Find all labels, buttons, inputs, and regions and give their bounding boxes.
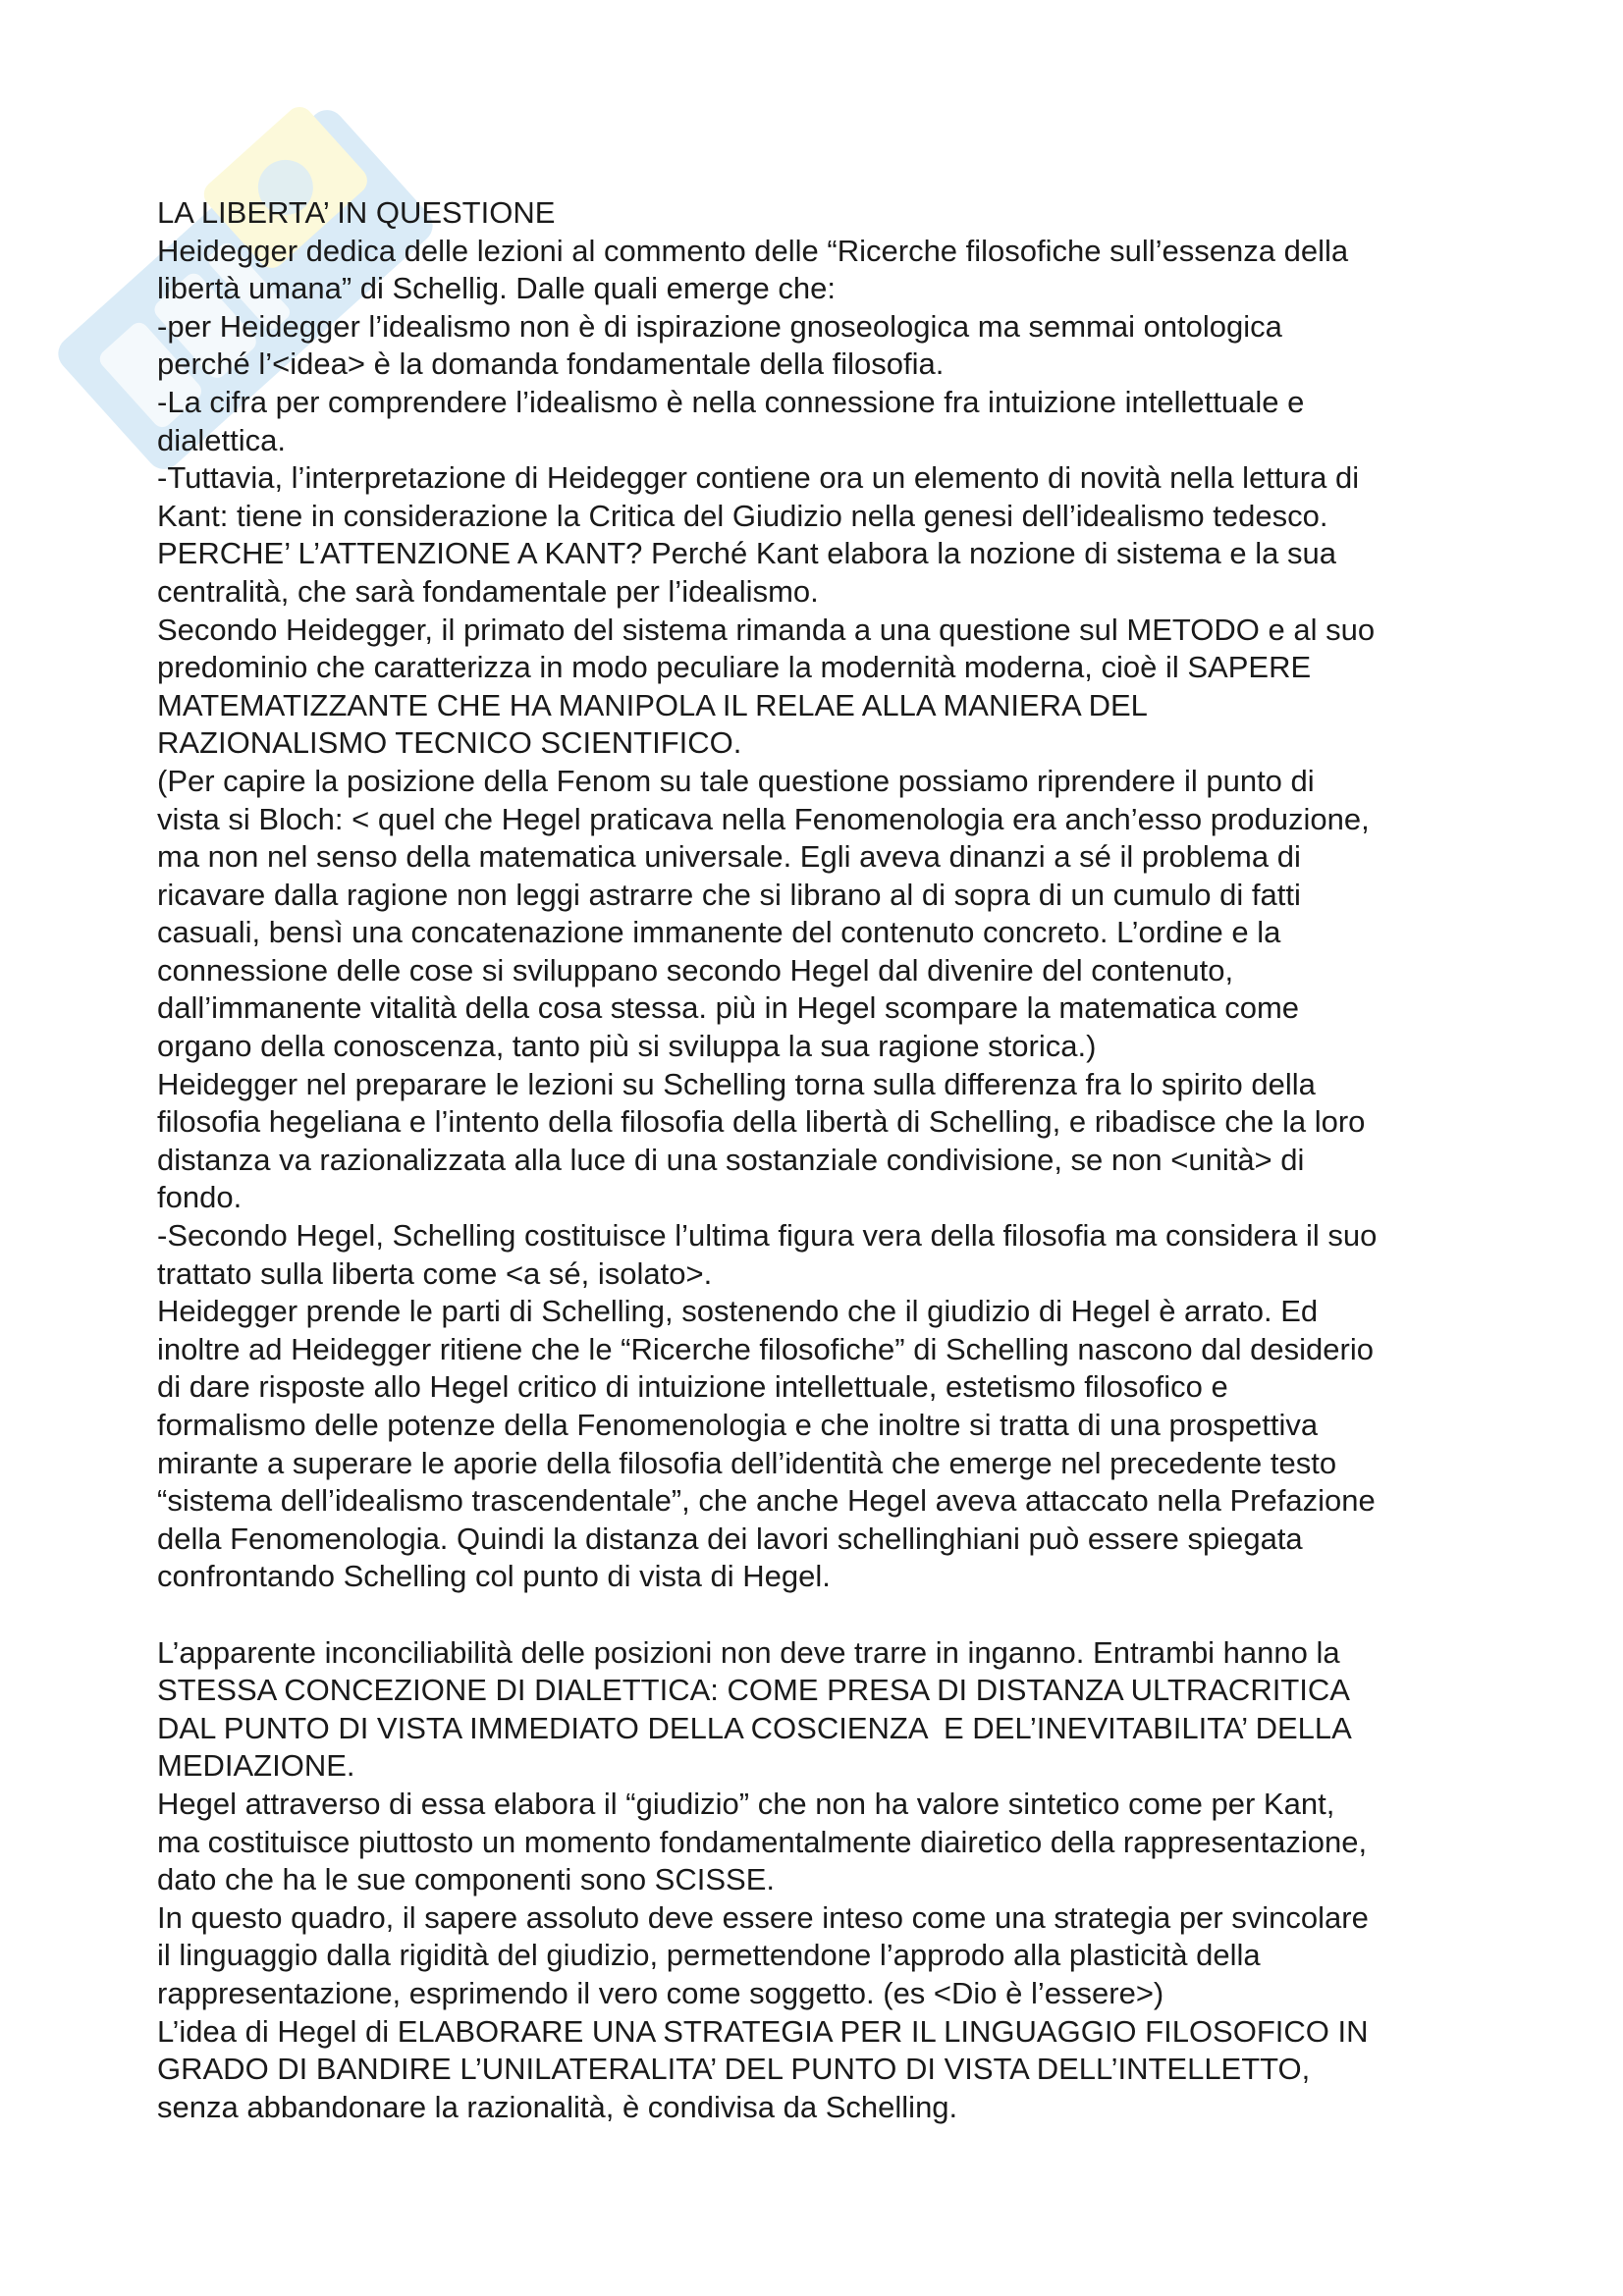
text-line: fondo. <box>157 1180 243 1215</box>
text-line: ma costituisce piuttosto un momento fondamentalmente diairetico della rappresentazione, <box>157 1824 1368 1859</box>
text-line: mirante a superare le aporie della filosofia dell’identità che emerge nel precedente testo <box>157 1445 1337 1480</box>
text-line: libertà umana” di Schellig. Dalle quali emerge che: <box>157 271 836 306</box>
text-line: L’apparente inconciliabilità delle posizioni non deve trarre in inganno. Entrambi hanno la <box>157 1634 1340 1670</box>
text-line: STESSA CONCEZIONE DI DIALETTICA: COME PRESA DI DISTANZA ULTRACRITICA <box>157 1673 1350 1708</box>
text-line: GRADO DI BANDIRE L’UNILATERALITA’ DEL PUNTO DI VISTA DELL’INTELLETTO, <box>157 2052 1311 2087</box>
text-line: PERCHE’ L’ATTENZIONE A KANT? Perché Kant elabora la nozione di sistema e la sua <box>157 536 1336 571</box>
text-line: MATEMATIZZANTE CHE HA MANIPOLA IL RELAE ALLA MANIERA DEL <box>157 687 1148 722</box>
text-line: organo della conoscenza, tanto più si sviluppa la sua ragione storica.) <box>157 1029 1097 1064</box>
text-line: Heidegger prende le parti di Schelling, sostenendo che il giudizio di Hegel è arrato. Ed <box>157 1294 1319 1329</box>
text-line: ricavare dalla ragione non leggi astrarre che si librano al di sopra di un cumulo di fatti <box>157 877 1301 912</box>
text-line: senza abbandonare la razionalità, è condivisa da Schelling. <box>157 2089 958 2124</box>
text-line: DAL PUNTO DI VISTA IMMEDIATO DELLA COSCIENZA E DEL’INEVITABILITA’ DELLA <box>157 1710 1352 1745</box>
text-line: trattato sulla liberta come <a sé, isolato>. <box>157 1255 713 1291</box>
text-line: MEDIAZIONE. <box>157 1748 355 1784</box>
text-line: L’idea di Hegel di ELABORARE UNA STRATEGIA PER IL LINGUAGGIO FILOSOFICO IN <box>157 2013 1369 2049</box>
text-line: dato che ha le sue componenti sono SCISSE. <box>157 1862 776 1897</box>
text-line: LA LIBERTA’ IN QUESTIONE <box>157 195 556 230</box>
text-line: centralità, che sarà fondamentale per l’idealismo. <box>157 573 819 609</box>
text-line: confrontando Schelling col punto di vista di Hegel. <box>157 1559 831 1594</box>
text-line: “sistema dell’idealismo trascendentale”, che anche Hegel aveva attaccato nella Prefazione <box>157 1483 1376 1519</box>
text-line: Hegel attraverso di essa elabora il “giudizio” che non ha valore sintetico come per Kant, <box>157 1786 1335 1821</box>
text-line: RAZIONALISMO TECNICO SCIENTIFICO. <box>157 725 742 761</box>
text-line: Kant: tiene in considerazione la Critica del Giudizio nella genesi dell’idealismo tedesco. <box>157 498 1328 533</box>
text-line: predominio che caratterizza in modo peculiare la modernità moderna, cioè il SAPERE <box>157 650 1312 685</box>
text-line: il linguaggio dalla rigidità del giudizio, permettendone l’approdo alla plasticità della <box>157 1938 1261 1973</box>
text-line: -La cifra per comprendere l’idealismo è nella connessione fra intuizione intellettuale e <box>157 384 1305 419</box>
text-line: filosofia hegeliana e l’intento della filosofia della libertà di Schelling, e ribadisce che la loro <box>157 1104 1366 1140</box>
text-line: ma non nel senso della matematica universale. Egli aveva dinanzi a sé il problema di <box>157 839 1301 875</box>
text-line: dall’immanente vitalità della cosa stessa. più in Hegel scompare la matematica come <box>157 990 1300 1026</box>
text-line: formalismo delle potenze della Fenomenologia e che inoltre si tratta di una prospettiva <box>157 1408 1319 1442</box>
text-line: di dare risposte allo Hegel critico di intuizione intellettuale, estetismo filosofico e <box>157 1369 1228 1405</box>
text-line: vista si Bloch: < quel che Hegel praticava nella Fenomenologia era anch’esso produzione, <box>157 801 1370 836</box>
text-line: connessione delle cose si sviluppano secondo Hegel dal divenire del contenuto, <box>157 952 1234 988</box>
text-line: casuali, bensì una concatenazione immanente del contenuto concreto. L’ordine e la <box>157 915 1281 950</box>
text-line: della Fenomenologia. Quindi la distanza dei lavori schellinghiani può essere spiegata <box>157 1521 1303 1556</box>
text-line: Heidegger dedica delle lezioni al commento delle “Ricerche filosofiche sull’essenza della <box>157 233 1349 268</box>
text-line: Secondo Heidegger, il primato del sistema rimanda a una questione sul METODO e al suo <box>157 612 1376 647</box>
text-line: Heidegger nel preparare le lezioni su Schelling torna sulla differenza fra lo spirito della <box>157 1066 1316 1101</box>
document-body <box>157 194 1492 2126</box>
text-line: dialettica. <box>157 422 286 457</box>
text-line: rappresentazione, esprimendo il vero come soggetto. (es <Dio è l’essere>) <box>157 1975 1164 2010</box>
text-line: (Per capire la posizione della Fenom su tale questione possiamo riprendere il punto di <box>157 763 1315 798</box>
text-line: perché l’<idea> è la domanda fondamentale della filosofia. <box>157 347 945 382</box>
text-line: In questo quadro, il sapere assoluto deve essere inteso come una strategia per svincolare <box>157 1899 1369 1935</box>
text-line: -Secondo Hegel, Schelling costituisce l’ultima figura vera della filosofia ma considera il suo <box>157 1218 1378 1254</box>
text-line <box>157 1596 1492 1634</box>
text-line: distanza va razionalizzata alla luce di una sostanziale condivisione, se non <unità> di <box>157 1142 1305 1177</box>
text-line: -per Heidegger l’idealismo non è di ispirazione gnoseologica ma semmai ontologica <box>157 308 1282 344</box>
text-line: inoltre ad Heidegger ritiene che le “Ricerche filosofiche” di Schelling nascono dal desiderio <box>157 1331 1374 1366</box>
text-line: -Tuttavia, l’interpretazione di Heidegger contiene ora un elemento di novità nella lettura di <box>157 460 1360 496</box>
